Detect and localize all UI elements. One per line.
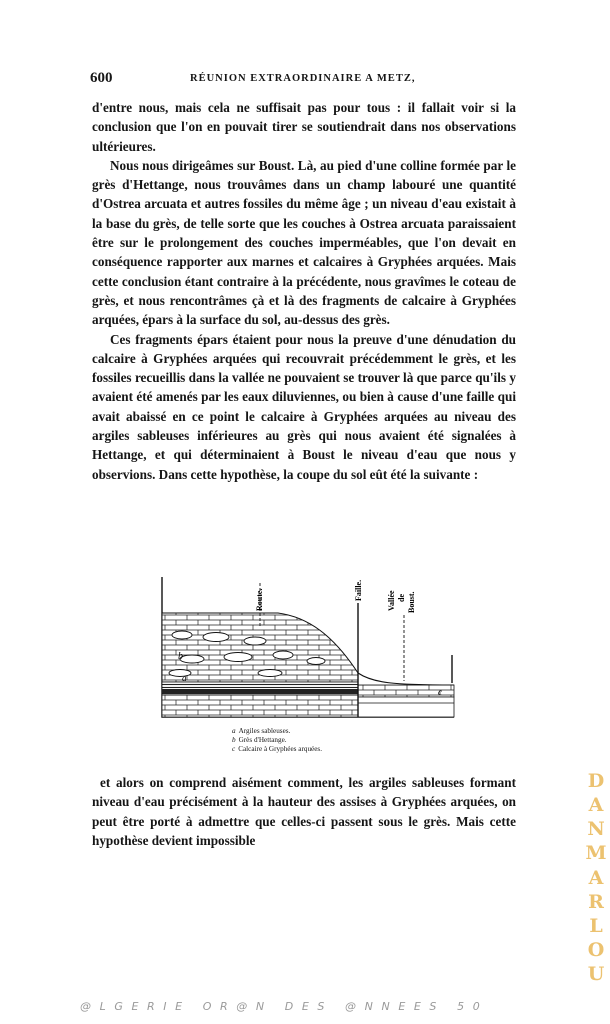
legend-item-b <box>232 736 322 745</box>
sandstone-lens <box>180 655 204 663</box>
sandstone-lens <box>244 637 266 645</box>
watermark-letter: A <box>588 866 604 889</box>
legend-text: Calcaire à Gryphées arquées. <box>238 745 323 753</box>
watermark-letter: D <box>587 770 605 792</box>
watermark-letter: U <box>587 963 605 985</box>
layer-letter-a: a <box>182 673 187 683</box>
watermark-letter: A <box>588 794 604 817</box>
valley-surface <box>358 673 454 685</box>
fault-label: Faille. <box>354 579 363 601</box>
geological-cross-section <box>158 575 458 725</box>
legend-text: Grès d'Hettange. <box>238 736 287 744</box>
legend-item-a <box>232 727 322 736</box>
sandstone-lens <box>307 658 325 665</box>
paragraph-2: Nous nous dirigeâmes sur Boust. Là, au pied d'une colline formée par le grès d'Hettange, nous trouvâmes dans un champ labouré une quantité d'Ostrea arcuata et autres fossiles du même âge ; un niveau d'eau existait à la base du grès, de telle sorte que les couches à Ostrea arcuata paraissaient être sur le prolongement des couches imperméables, que l'on devait en conséquence rapporter aux marnes et calcaires à Gryphées arquées. Mais cette conclusion étant contraire à la précédente, nous gravîmes le coteau de grès, et nous rencontrâmes çà et là des fragments de calcaire à Gryphées arquées, épars à la surface du sol, au-dessus des grès. <box>92 157 516 328</box>
legend-item-c <box>232 745 322 754</box>
text-block-top <box>92 98 516 484</box>
watermark-letter: R <box>588 890 604 913</box>
legend-key: c <box>232 745 236 753</box>
paragraph-4: et alors on comprend aisément comment, les argiles sableuses formant niveau d'eau précisément à la hauteur des assises à Gryphées arquées, on peut être porté à admettre que celles-ci passent sous le grès. Mais cette hypothèse devient impossible <box>92 775 516 848</box>
watermark-letter: N <box>587 818 605 841</box>
sandstone-lens <box>224 653 252 662</box>
valley-lower-layer <box>358 697 454 717</box>
clay-dark-band <box>162 689 358 693</box>
sandstone-lens <box>273 651 293 659</box>
watermark-letter: O <box>587 938 605 961</box>
page-header <box>90 70 520 90</box>
paragraph-1: d'entre nous, mais cela ne suffisait pas pour tous : il fallait voir si la conclusion que l'on en pouvait tirer se soutiendrait dans nos observations ultérieures. <box>92 100 516 154</box>
footer-watermark: @LGERIE OR@N DES @NNEES 50 <box>80 1000 489 1013</box>
page-number: 600 <box>90 70 113 86</box>
watermark-letter: M <box>585 842 607 865</box>
legend-text: Argiles sableuses. <box>238 727 291 735</box>
side-watermark <box>585 770 607 985</box>
layer-letter-c: c <box>438 687 442 697</box>
watermark-letter: L <box>589 914 603 937</box>
lower-hill-layer <box>162 695 358 717</box>
sandstone-lens <box>258 670 282 677</box>
legend-key: b <box>232 736 236 744</box>
figure-legend <box>232 727 322 754</box>
sandstone-lens <box>172 631 192 639</box>
valley-label-2: de <box>397 594 406 602</box>
paragraph-3: Ces fragments épars étaient pour nous la preuve d'une dénudation du calcaire à Gryphées arquées qui recouvrait précédemment le grès, et les fossiles recueillis dans la vallée ne pouvaient se trouver là que parce qu'ils y avaient été amenés par les eaux diluviennes, ou bien à cause d'une faille qui avait abaissé en ce point le calcaire à Gryphées arquées au niveau des argiles sableuses inférieures au grès qui nous avaient été signalées à Hettange, et qui déterminaient à Boust le niveau d'eau que nous y observions. Dans cette hypothèse, la coupe du sol eût été la suivante : <box>92 331 516 482</box>
clay-layer-a <box>162 682 358 695</box>
valley-label-3: Boust. <box>407 591 416 613</box>
legend-key: a <box>232 727 236 735</box>
sandstone-lens <box>169 670 191 677</box>
route-label: Route. <box>255 588 264 611</box>
sandstone-lens <box>203 633 229 642</box>
running-title: RÉUNION EXTRAORDINAIRE A METZ, <box>190 73 416 84</box>
layer-letter-b: b <box>178 651 183 662</box>
valley-label-1: Vallée <box>387 590 396 611</box>
text-block-bottom <box>92 773 516 850</box>
